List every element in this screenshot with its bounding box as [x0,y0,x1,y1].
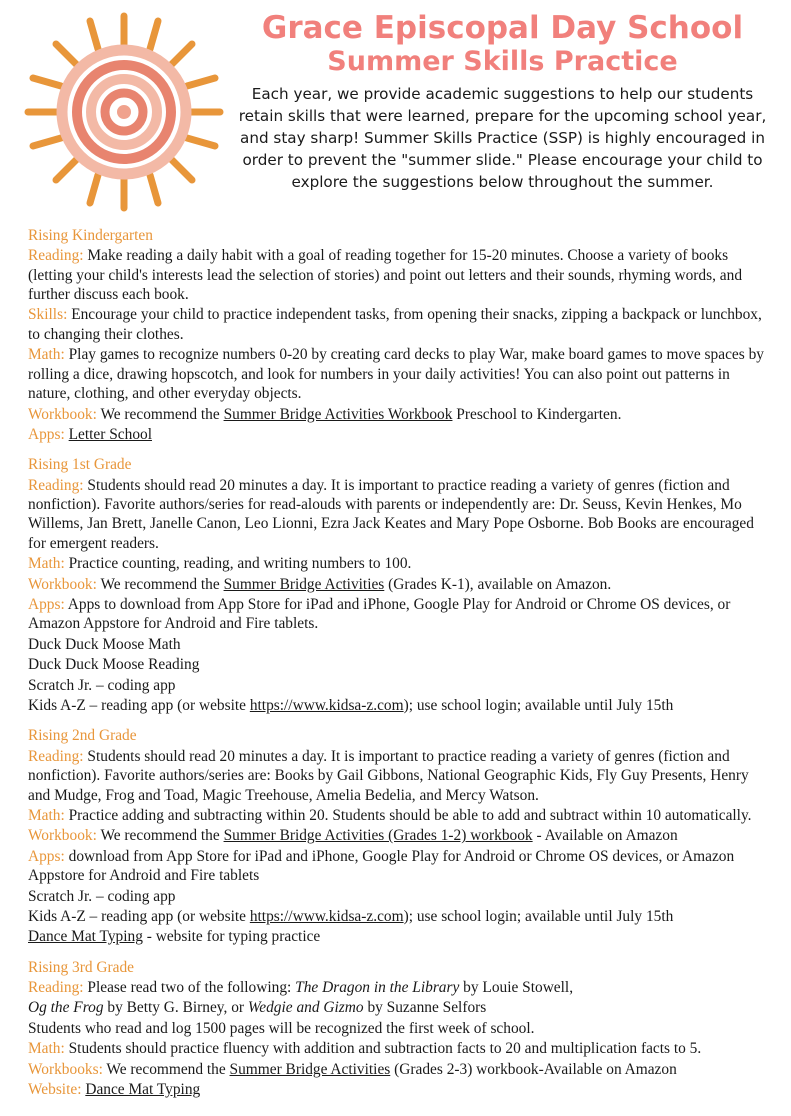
link-text[interactable]: https://www.kidsa-z.com [249,907,404,925]
line-label: Math: [28,555,65,573]
body-text: Make reading a daily habit with a goal of reading together for 15-20 minutes. Choose a variety of books (letting your child's interests lead the selection of stories) and point out letters and their sounds, rhyming words, and further discuss each book. [28,247,743,304]
sections-container [16,226,775,1099]
body-text: Kids A-Z – reading app (or website [28,697,250,715]
line-label: Skills: [28,306,68,324]
section-line [28,1080,771,1099]
line-label: Apps: [28,425,65,443]
body-text: by Louie Stowell, [459,979,574,996]
line-label: Reading: [28,747,84,765]
body-text: (Grades K-1), available on Amazon. [384,575,612,593]
body-text: by Betty G. Birney, or [103,999,248,1017]
section-line [28,476,771,554]
link-text[interactable]: Summer Bridge Activities Workbook [223,405,453,423]
section-line [28,676,771,695]
line-label: Math: [28,1040,65,1058]
line-label: Workbook: [28,575,97,593]
section-line [28,747,771,805]
body-text: Students who read and log 1500 pages will be recognized the first week of school. [28,1019,535,1037]
section-line [28,305,771,344]
link-text[interactable]: Summer Bridge Activities [223,575,385,593]
book-title: The Dragon in the Library [295,979,460,996]
grade-section-title: Rising Kindergarten [28,227,153,244]
section-line [28,655,771,674]
section-line [28,425,771,444]
grade-section [28,958,771,1100]
section-line [28,345,771,403]
grade-section-title: Rising 1st Grade [28,456,132,474]
body-text: We recommend the [96,827,224,845]
body-text: Please read two of the following: [83,979,296,996]
body-text: (Grades 2-3) workbook-Available on Amazon [390,1060,677,1078]
line-label: Workbook: [28,827,97,845]
line-label: Workbook: [28,405,97,423]
intro-paragraph: Each year, we provide academic suggestions to help our students retain skills that were learned, prepare for the upcoming school year, and stay sharp! Summer Skills Practice (SSP) is highly encouraged in order to prevent the "summer slide." Please encourage your child to explore the suggestions below throughout the summer. [238,85,767,191]
page-subtitle: Summer Skills Practice [327,45,678,77]
line-label: Reading: [28,476,84,494]
body-text: Preschool to Kindergarten. [452,405,622,423]
page-title: Grace Episcopal Day School [261,10,744,46]
body-text: We recommend the [96,575,224,593]
section-line [28,575,771,594]
section-line [28,927,771,946]
body-text: Students should read 20 minutes a day. It is important to practice reading a variety of genres (fiction and nonfiction). Favorite authors/series for read-alouds with parents or independently are: Dr. Seuss, Kevin Henkes, Mo Willems, Jan Brett, Janelle Canon, Leo Lionni, Ezra Jack Keates and Mary Pope Osborne. Bob Books are encouraged for emergent readers. [28,476,754,552]
body-text: Apps to download from App Store for iPad and iPhone, Google Play for Android or Chrome OS devices, or Amazon Appstore for Android and Fire tablets. [28,596,731,633]
body-text: Play games to recognize numbers 0-20 by creating card decks to play War, make board games to move spaces by rolling a dice, drawing hopscotch, and look for numbers in your daily activities! You can also point out patterns in nature, clothing, and other everyday objects. [28,346,764,403]
header-text-block [232,10,775,194]
section-line [28,1019,771,1038]
body-text: We recommend the [102,1060,230,1078]
link-text[interactable]: Dance Mat Typing [85,1081,201,1099]
link-text[interactable]: Summer Bridge Activities (Grades 1-2) workbook [223,827,533,845]
body-text: Duck Duck Moose Math [28,635,181,653]
section-line [28,998,771,1017]
body-text: Duck Duck Moose Reading [28,656,200,674]
sun-illustration-container [16,10,232,212]
body-text: Encourage your child to practice independent tasks, from opening their snacks, zipping a backpack or lunchbox, to changing their clothes. [28,306,762,343]
body-text: by Suzanne Selfors [363,999,487,1017]
book-title: Wedgie and Gizmo [247,999,364,1017]
line-label: Math: [28,806,65,824]
section-line [28,806,771,825]
section-line [28,595,771,634]
section-line [28,405,771,424]
book-title: Og the Frog [28,999,104,1017]
body-text: download from App Store for iPad and iPhone, Google Play for Android or Chrome OS devices, or Amazon Appstore for Android and Fire tablets [28,847,735,885]
section-line [28,696,771,715]
link-text[interactable]: https://www.kidsa-z.com [249,697,404,715]
body-text: Students should read 20 minutes a day. It is important to practice reading a variety of genres (fiction and nonfiction). Favorite authors/series are: Books by Gail Gibbons, National Geographic Kids, Fly Guy Presents, Henry and Mudge, Frog and Toad, Magic Treehouse, Amelia Bedelia, and Mercy Watson. [28,747,749,804]
link-text[interactable]: Letter School [68,425,152,443]
grade-section [28,455,771,715]
section-line [28,826,771,845]
grade-section-title: Rising 2nd Grade [28,727,137,745]
section-line [28,635,771,654]
sun-icon [24,12,224,212]
line-label: Math: [28,346,65,364]
section-line [28,887,771,906]
section-line [28,978,771,997]
line-label: Apps: [28,596,65,613]
grade-section-title: Rising 3rd Grade [28,958,135,976]
body-text: Kids A-Z – reading app (or website [28,907,250,925]
body-text: Practice counting, reading, and writing numbers to 100. [64,555,412,573]
body-text: ); use school login; available until July 15th [403,697,674,715]
line-label: Website: [28,1081,82,1099]
section-line [28,847,771,886]
body-text: Practice adding and subtracting within 20. Students should be able to add and subtract within 10 automatically. [64,806,752,824]
section-line [28,554,771,573]
grade-section [28,726,771,946]
line-label: Reading: [28,247,84,265]
body-text: - Available on Amazon [532,827,678,845]
section-line [28,1039,771,1058]
section-line [28,246,771,304]
document-header [16,10,775,212]
line-label: Workbooks: [28,1060,103,1078]
section-line [28,1060,771,1079]
body-text: Students should practice fluency with addition and subtraction facts to 20 and multiplication facts to 5. [64,1040,702,1058]
grade-section [28,226,771,444]
link-text[interactable]: Dance Mat Typing [28,928,143,946]
line-label: Reading: [28,979,84,996]
body-text: Scratch Jr. – coding app [28,676,176,694]
body-text: - website for typing practice [142,928,321,946]
body-text: Scratch Jr. – coding app [28,887,176,905]
line-label: Apps: [28,847,65,865]
link-text[interactable]: Summer Bridge Activities [229,1060,391,1078]
body-text: ); use school login; available until July 15th [403,907,674,925]
body-text: We recommend the [96,405,224,423]
section-line [28,907,771,926]
